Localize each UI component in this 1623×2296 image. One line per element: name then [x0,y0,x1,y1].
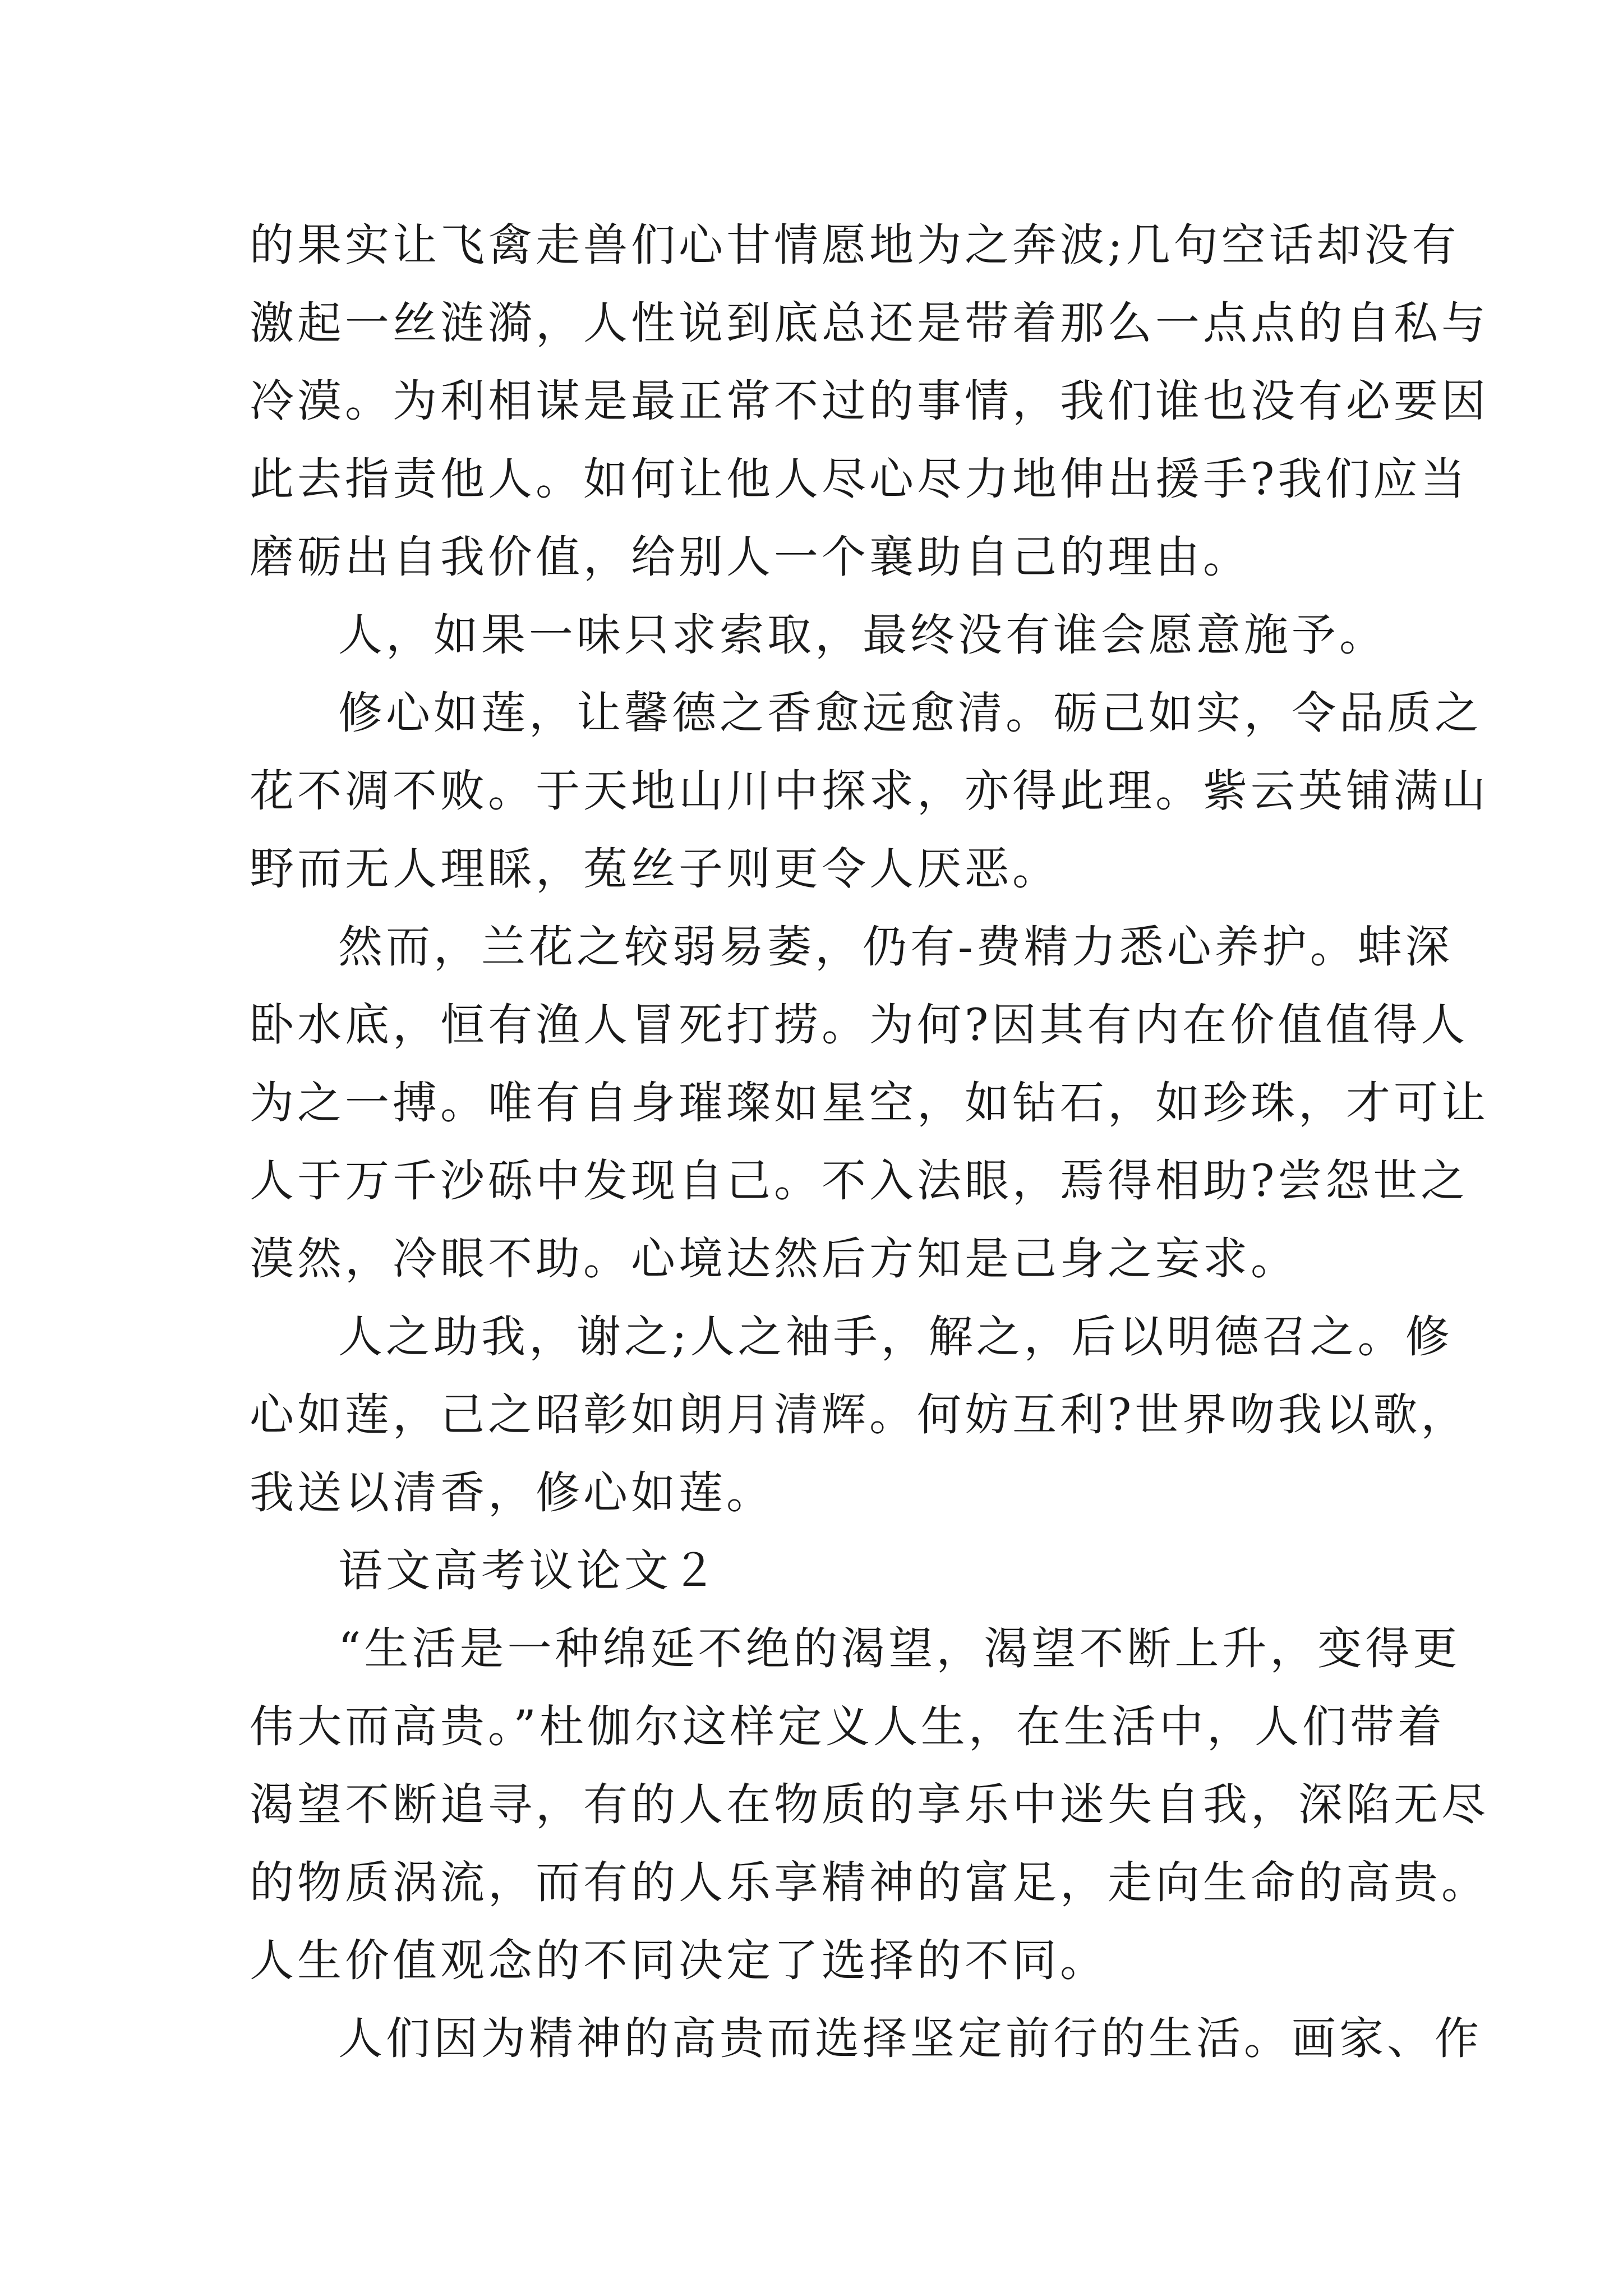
document-body [250,206,1489,2078]
text-line: 修心如莲，让馨德之香愈远愈清。砺己如实，令品质之 [338,687,1482,739]
text-line: 心如莲，己之昭彰如朗月清辉。何妨互利?世界吻我以歌， [250,1389,1469,1441]
text-line: 漠然，冷眼不助。心境达然后方知是己身之妄求。 [250,1233,1298,1285]
text-line: 人生价值观念的不同决定了选择的不同。 [250,1935,1108,1986]
text-line: 磨砺出自我价值，给别人一个襄助自己的理由。 [250,531,1251,583]
text-line: 卧水底，恒有渔人冒死打捞。为何?因其有内在价值值得人 [250,999,1469,1051]
text-line: 人于万千沙砾中发现自己。不入法眼，焉得相助?尝怨世之 [250,1155,1469,1207]
text-line: 为之一搏。唯有自身璀璨如星空，如钻石，如珍珠，才可让 [250,1077,1489,1129]
text-line: 人，如果一味只求索取，最终没有谁会愿意施予。 [338,609,1387,661]
text-line: 冷漠。为利相谋是最正常不过的事情，我们谁也没有必要因 [250,375,1489,427]
section-heading: 语文高考议论文２ [338,1545,720,1596]
text-line: 然而，兰花之较弱易萎，仍有-费精力悉心养护。蚌深 [338,921,1453,973]
text-line: 伟大而高贵。”杜伽尔这样定义人生，在生活中，人们带着 [250,1701,1445,1752]
text-line: 我送以清香，修心如莲。 [250,1467,774,1519]
text-line: 花不凋不败。于天地山川中探求，亦得此理。紫云英铺满山 [250,765,1489,817]
text-line: “生活是一种绵延不绝的渴望，渴望不断上升，变得更 [338,1623,1461,1674]
text-line: 野而无人理睬，菟丝子则更令人厌恶。 [250,843,1060,895]
text-line: 的物质涡流，而有的人乐享精神的富足，走向生命的高贵。 [250,1857,1489,1908]
text-line: 激起一丝涟漪，人性说到底总还是带着那么一点点的自私与 [250,297,1489,349]
text-line: 人之助我，谢之;人之袖手，解之，后以明德召之。修 [338,1311,1453,1363]
text-line: 人们因为精神的高贵而选择坚定前行的生活。画家、作 [338,2013,1482,2064]
text-line: 的果实让飞禽走兽们心甘情愿地为之奔波;几句空话却没有 [250,219,1460,271]
text-line: 此去指责他人。如何让他人尽心尽力地伸出援手?我们应当 [250,453,1469,505]
text-line: 渴望不断追寻，有的人在物质的享乐中迷失自我，深陷无尽 [250,1779,1489,1830]
